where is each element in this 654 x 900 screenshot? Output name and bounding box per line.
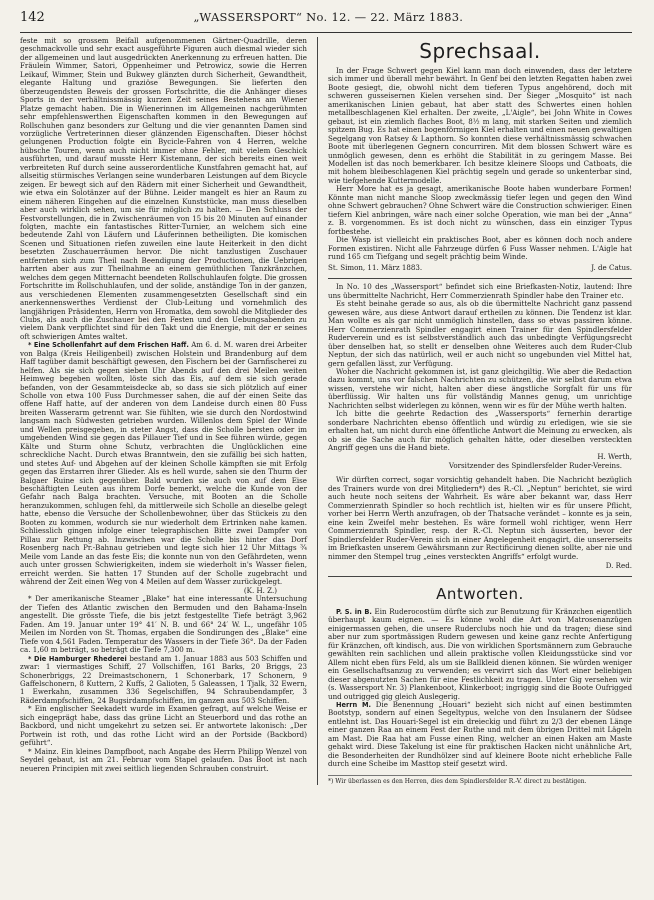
letter-paragraph: In der Frage Schwert gegen Kiel kann man doch einwenden, dass der letztere sich immer und überall mehr bewährt. In Genf bei den letzten Regatten haben zwei Boote gesiegt, die, obwohl nicht dem tieferen Typus angehörend, doch mit schweren gusseisernen Kielen versehen sind. Der Sieger „Mosquito“ ist nach amerikanischen Linien gebaut, hat aber statt des Schwertes einen hohlen metallbeschlagenen Kiel erhalten. Der zweite, „L'Aigle“, bei John White in Cowes gebaut, ist ein ziemlich flaches Boot, 8½ m lang, mit starken Seiten und ziemlich spitzem Bug. Es hat einen bogenförmigen Kiel erhalten und einen neuen gewaltigen Segelgang von Ratsey & Lapthorn. So konnten diese verhältnissmässig schwachen Boote mit überlegenen Gegnern concurriren. Mit dem blossen Schwert wäre es unmöglich gewesen, denn es erhöht die Stabilität in zu geringem Masse. Bei Modellen ist das noch bemerkbarer. Ich besitze kleinere Sloops und Catboats, die mit hohem bleibeschlagenen Kiel prächtig segeln und gerade so unkenterbar sind, wie tiefgehende Kuttermodelle. — [328, 66, 632, 185]
article-paragraph — [20, 341, 307, 586]
article-paragraph: feste mit so grossem Beifall aufgenommenen Gärtner-Quadrille, deren geschmackvolle und sehr exact ausgeführte Figuren auch diesmal wieder sich der allgemeinen und laut ausgedrückten Anerkennung zu erfreuen hatten. Die Fräulein Wimmer, Satori, Oppenheimer und Petrowicz, sowie die Herren Leikauf, Wimmer, Stein und Bukwey glänzten durch Sicherheit, Gewandtheit, elegante Haltung und graziöse Bewegungen. Sie lieferten den überzeugendsten Beweis der grossen Fortschritte, die die Anhänger dieses Sports in der verhältnissmässig kurzen Zeit seines Bestehens am Wiener Platze gemacht haben. Die in Wienerinnen im Allgemeinen nachgerühmten sehr empfehlenswerthen Eigenschaften kommen in den Bewegungen auf Rollschuhen ganz besonders zur Geltung und die vier genannten Damen sind vorzügliche Vertreterinnen dieser glänzenden Eigenschaften. Dieser höchst gelungenen Production folgte ein Bycicle-Fahren von 4 Herren, welche hübsche Touren, wenn auch nicht immer ohne Fehler, mit vielem Geschick ausführten, und darauf musste Herr Kistemann, der sich bereits einen weit verbreiteten Ruf durch seine ausserordentliche Kunstfahren gemacht hat, auf allseitig stürmisches Verlangen seine wunderbaren Leistungen auf dem Bicycle zeigen. Er bewegt sich auf den Rädern mit einer Sicherheit und Gewandtheit, wie etwa ein Solotänzer auf der Bühne. Leider mangelt es hier an Raum zu einem näheren Eingehen auf die einzelnen Kunststücke, man muss dieselben aber auch wirklich sehen, um sie für möglich zu halten. — Den Schluss der Festvorstellungen, die in Zwischenräumen von 15 bis 20 Minuten auf einander folgten, machte ein fantastisches Ritter-Turnier, an welchem sich eine bedeutende Zahl von Läufern und Läuferinnen betheiligten. Die komischen Scenen und Situationen riefen zuweilen eine laute Heiterkeit in den dicht besetzten Zuschauerräumen hervor. Die nicht tanzlustigen Zuschauer entfernten sich zum Theil nach Beendigung der Productionen, die Uebrigen harrten aber aus zur Theilnahme an einem gemüthlichen Tanzkränzchen, welches dem gegen Mitternacht beendeten Rollschuhlaufen folgte. Die grossen Fortschritte im Rollschuhlaufen, und der solide, anständige Ton in der ganzen, aus verschiedenen Elementen zusammengesetzten Gesellschaft sind ein anerkennenswerthes Verdienst der Club-Leitung und vornehmlich des langjährigen Präsidenten, Herrn von Hromatka, dem sowohl die Mitglieder des Clubs, als auch die Zuschauer bei den Festen und den Uebungsabenden zu vielem Dank verpflichtet sind für den Takt und die Energie, mit der er seines oft schwierigen Amtes waltet. — [20, 36, 307, 341]
letter-place-date: St. Simon, 11. März 1883. — [328, 263, 423, 273]
letter-paragraph: Es steht beinahe gerade so aus, als ob die übermittelte Nachricht ganz passend gewesen wäre, aus diese Antwort darauf ertheilen zu können. Die Tendenz ist klar. Man wollte es als gar nicht unmöglich hinstellen, dass so etwas passiren könne. Herr Commerzienrath Spindler engagirt einen Trainer für den Spindlersfelder Ruderverein und es ist selbstverständlich auch das unbedingte Verfügungsrecht über denselben hat, so stellt er denselben ohne Weiteres auch dem Ruder-Club Neptun, der sich das natürlich, weil er auch nicht so ungebunden viel Mittel hat, gern gefallen lässt, zur Verfügung. — [328, 299, 632, 368]
editor-signature: D. Red. — [605, 561, 632, 571]
article-paragraph: * Ein englischer Seekadett wurde im Examen gefragt, auf welche Weise er sich eingeprägt habe, dass das grüne Licht an Steuerbord und das rothe an Backbord, und nicht umgekehrt zu setzen sei. Er antwortete lakonisch: „Der Portwein ist roth, und das rothe Licht wird an der Portside (Backbord) geführt“. — [20, 704, 307, 748]
section-title-sprechsaal: Sprechsaal. — [419, 39, 541, 63]
answer-body: Die Benennung „Houari“ bezieht sich nicht auf einen bestimmten Bootstyp, sondern auf einen Segeltypus, welche von den Insulanern der Südsee entlehnt ist. Das Houari-Segel ist ein dreieckig und führt zu 2/3 der ebenen Länge einer ganzen Raa an einem Fest der Ruthe und mit dem übrigen Drittel mit Lägeln am Mast. Die Raa hat am Fusse einen Ring, welcher an einen Haken am Maste gehakt wird. Diese Takelung ist eine für praktischen Hacken nicht unähnliche Art, die Besonderheiten der Rundhölzer sind auf kleinere Boote nicht erhebliche Falle durch eine Scheibe im Masttop steif gesetzt wird. — [328, 700, 632, 769]
article-lead: * Die Hamburger Rhederei — [28, 654, 127, 663]
letter-paragraph: Die Wasp ist vielleicht ein praktisches Boot, aber es können doch noch andere Formen existiren. Nicht alle Fahrzeuge dürfen 6 Fuss Wasser nehmen. L'Aigle hat rund 165 cm Tiefgang und segelt prächtig beim Winde. — [328, 235, 632, 261]
divider — [328, 278, 632, 279]
right-column — [318, 37, 632, 785]
letter-author: J. de Catus. — [591, 263, 632, 273]
letter-author: H. Werth, — [597, 452, 632, 462]
editor-reply: Wir dürften correct, sogar vorsichtig gehandelt haben. Die Nachricht bezüglich des Trainers wurde von drei Mitgliedern*) des R.-Cl. „Neptun“ berichtet, sie wird auch heute noch seitens der Wahrheit. Es wäre aber bekannt war, dass Herr Commerzienrath Spindler so hoch rechtlich ist, hielten wir es für unsere Pflicht, vorher bei Herrn Werth anzufragen, ob der Thatsache verändet – konnte es ja sein, eine kein Zweifel mehr bestehen. Es wäre formell wohl richtiger, wenn Herr Commerzienrath Spindler, resp. der R.-Cl. Neptun sich äusserten, bevor der Spindlersfelder Ruder-Verein sich in einer Angelegenheit engagirt, die unsererseits im Briefkasten unserem Gewährsmann zur Rectificirung dienen sollte, aber nie und nimmer den Stempel trug „eines versteckten Angriffs“ erfolgt wurde. — [328, 475, 632, 561]
answer-recipient: P. S. in B. — [336, 608, 372, 617]
section-title-antworten: Antworten. — [436, 585, 524, 604]
article-body: Am 6. d. M. waren drei Arbeiter von Balga (Kreis Heiligenbeil) zwischen Holstein und Brandenburg auf dem Haff tagüber damit beschäftigt gewesen, den Fischern bei der Garnfischerei zu helfen. Als sie sich gegen sieben Uhr Abends auf den drei Meilen weiten Heimweg begeben wollten, löste sich das Eis, auf dem sie sich gerade befanden, von der Gesammteisdecke ab, so dass sie sich plötzlich auf einer Scholle von etwa 100 Fuss Durchmesser sahen, die auf der einen Seite das offene Haff hatte, auf der anderen von dem Landeise durch einen 80 Fuss breiten Wasserarm getrennt war. Sie fühlten, wie sie durch den Nordostwind langsam nach Südwesten getrieben wurden. Willenlos dem Spiel der Winde und Wellen preisgegeben, in steter Angst, dass die Scholle bersten oder im umgebenden Wind sie gegen das Pillauer Tief und in See führen würde, gegen Kälte und Sturm ohne Schutz, verbrachten die Unglücklichen eine schreckliche Nacht. Durch etwas Branntwein, den sie zufällig bei sich hatten, und stetes Auf- und Abgehen auf der kleinen Scholle kämpften sie mit Erfolg gegen das Erstarren ihrer Glieder. Als es hell wurde, sahen sie den Thurm der Balgaer Ruine sich gegenüber. Bald wurden sie auch von auf dem Eise beschäftigten Leuten aus ihrem Dorfe bemerkt, welche die Kunde von der Gefahr nach Balga brachten. Versuche, mit Booten an die Scholle heranzukommen, schlugen fehl, da mittlerweile sich Scholle an dieselbe gelegt hatte, ebenso die Versuche der Schollenbewohner, über das Stückeis zu den Booten zu kommen, wodurch sie nur wiederholt dem Ertrinken nahe kamen. Schliesslich gingen infolge einer telegraphischen Bitte zwei Dampfer von Pillau zur Rettung ab. Inzwischen war die Scholle bis hinter das Dorf Rosenberg nach Pr.-Bahnau getrieben und legte sich hier 12 Uhr Mittags ¾ Meile vom Lande an das feste Eis; die konnte nun von den Gefährdeten, wenn auch unter grossen Schwierigkeiten, indem sie wiederholt in's Wasser fielen, erreicht werden. Sie hatten 17 Stunden auf der Scholle zugebracht und während der Zeit einen Weg von 4 Meilen auf dem Wasser zurückgelegt. — [20, 340, 307, 586]
letter-paragraph: Herr More hat es ja gesagt, amerikanische Boote haben wunderbare Formen! Könnte man nicht manche Sloop zweckmässig tiefer legen und gegen den Wind ohne Schwert gebrauchen? Ohne Schwert wäre die Construction schwieriger. Einen tiefern Kiel anbringen, wäre nach einer solche Operation, wie man bei der „Anna“ z. B. vorgenommen. Es ist doch nicht zu wünschen, dass ein einziger Typus fortbestehe. — [328, 184, 632, 236]
left-column — [20, 37, 318, 785]
footnote: *) Wir überlassen es den Herren, dies dem Spindlersfelder R.-V. direct zu bestätigen. — [328, 775, 632, 786]
running-head — [20, 10, 632, 33]
letter-signature — [328, 263, 632, 272]
article-body: bestand am 1. Januar 1883 aus 503 Schiffen und zwar: 1 viermastiges Schiff, 27 Vollschiffen, 161 Barks, 20 Briggs, 23 Schonerbriggs, 22 Dreimastschonern, 1 Schonerbark, 17 Schonern, 9 Gaffelschonern, 8 Kuttern, 2 Kuffs, 2 Galioten, 5 Galeassen, 1 Tjalk, 32 Ewern, 1 Ewerkahn, zusammen 336 Segelschiffen, 94 Schraubendampfer, 3 Räderdampfschiffen, 24 Bugsirdampfschiffen, im ganzen aus 503 Schiffen. — [20, 653, 307, 705]
answer-recipient: Herrn M. — [336, 701, 372, 709]
page-number: 142 — [20, 10, 45, 25]
answer-paragraph — [328, 701, 632, 769]
article-paragraph: * Mainz. Ein kleines Dampfboot, nach Angabe des Herrn Philipp Wenzel von Seydel gebaut, ist am 21. Februar vom Stapel gelaufen. Das Boot ist nach neueren Principien mit zwei seitlich liegenden Schrauben construirt. — [20, 746, 307, 773]
answer-paragraph — [328, 608, 632, 701]
article-paragraph — [20, 655, 307, 706]
letter-paragraph: Woher die Nachricht gekommen ist, ist ganz gleichgiltig. Wie aber die Redaction dazu kommt, uns vor falschen Nachrichten zu schützen, die wir selbst darum etwa wissen, verstehe wir nicht, halten aber diese ängstliche Sorgfalt für uns für überflüssig. Wir halten uns für vollständig Mannes genug, um unrichtige Nachrichten selbst widerlegen zu können, wenn wir es für der Mühe werth halten. — [328, 366, 632, 410]
letter-author-title: Vorsitzender des Spindlersfelder Ruder-Vereins. — [448, 461, 622, 471]
letter-paragraph: Ich bitte die geehrte Redaction des „Wassersports“ fernerhin derartige sonderbare Nachrichten ebenso öffentlich und würdig zu erledigen, wie sie sie erhalten hat, um nicht durch eine öffentliche Antwort die Meinung zu erwecken, als ob sie die Sache auch für möglich gehalten hätte, oder dieselben versteckten Angriff gegen uns die Hand biete. — [328, 409, 632, 453]
article-lead: * Eine Schollenfahrt auf dem Frischen Haff. — [28, 341, 189, 350]
columns — [20, 37, 632, 785]
article-source: (K. H. Z.) — [243, 586, 277, 596]
issue-title: „WASSERSPORT“ No. 12. — 22. März 1883. — [193, 10, 464, 24]
letter-paragraph: In No. 10 des „Wassersport“ befindet sich eine Briefkasten-Notiz, lautend: Ihre uns übermittelte Nachricht, Herr Commerzienrath Spindler habe den Trainer etc. — [328, 282, 632, 300]
divider — [328, 576, 632, 577]
article-paragraph: * Der amerikanische Steamer „Blake“ hat eine interessante Untersuchung der Tiefen des Atlantic zwischen den Bermuden und den Bahama-Inseln angestellt. Die grösste Tiefe, die bis jetzt festgestellte Tiefe beträgt 3,962 Faden. Am 19. Januar unter 19° 41′ N. B. und 66° 24′ W. L., ungefähr 105 Meilen im Norden von St. Thomas, ergaben die Sondirungen des „Blake“ eine Tiefe von 4,561 Faden. Temperatur des Wassers in der Tiefe 36°. Da der Faden ca. 1,60 m beträgt, so beträgt die Tiefe 7,300 m. — [20, 594, 307, 655]
answer-body: Ein Ruderocostüm dürfte sich zur Benutzung für Kränzchen eigentlich überhaupt kaum eignen. — Es könne wohl die Art von Matrosenanzügen einigermassen gehen, die unsere Ruderclubs noch hie und da tragen; diese sind aber nur zum sportmässigen Rudern gewesen und keine ganz rechte Anfertigung für Kränzchen, oft kindisch, aus. Die von wirklichen Sportsmännern zum Gebrauche gewählten rein sachlichen und allein praktische vollen Kleidungsstücke sind vor Allem nicht eben fürs Feld, als um sie Ballkleid dienen können. Sie würden weniger ein Gesellschaftsanzug zu verwenden; es verwirrt sich das Wort einer beliebigen dieser abgenutzten Sachen für eine Festlichkeit zu tragen. Unter Gig versehen wir (s. Wassersport Nr. 3) Plankenboot, Klinkerboot; ingriggig sind die Boote Oufrigged und outrigged gig gleich Auslegerig. — [328, 607, 632, 701]
